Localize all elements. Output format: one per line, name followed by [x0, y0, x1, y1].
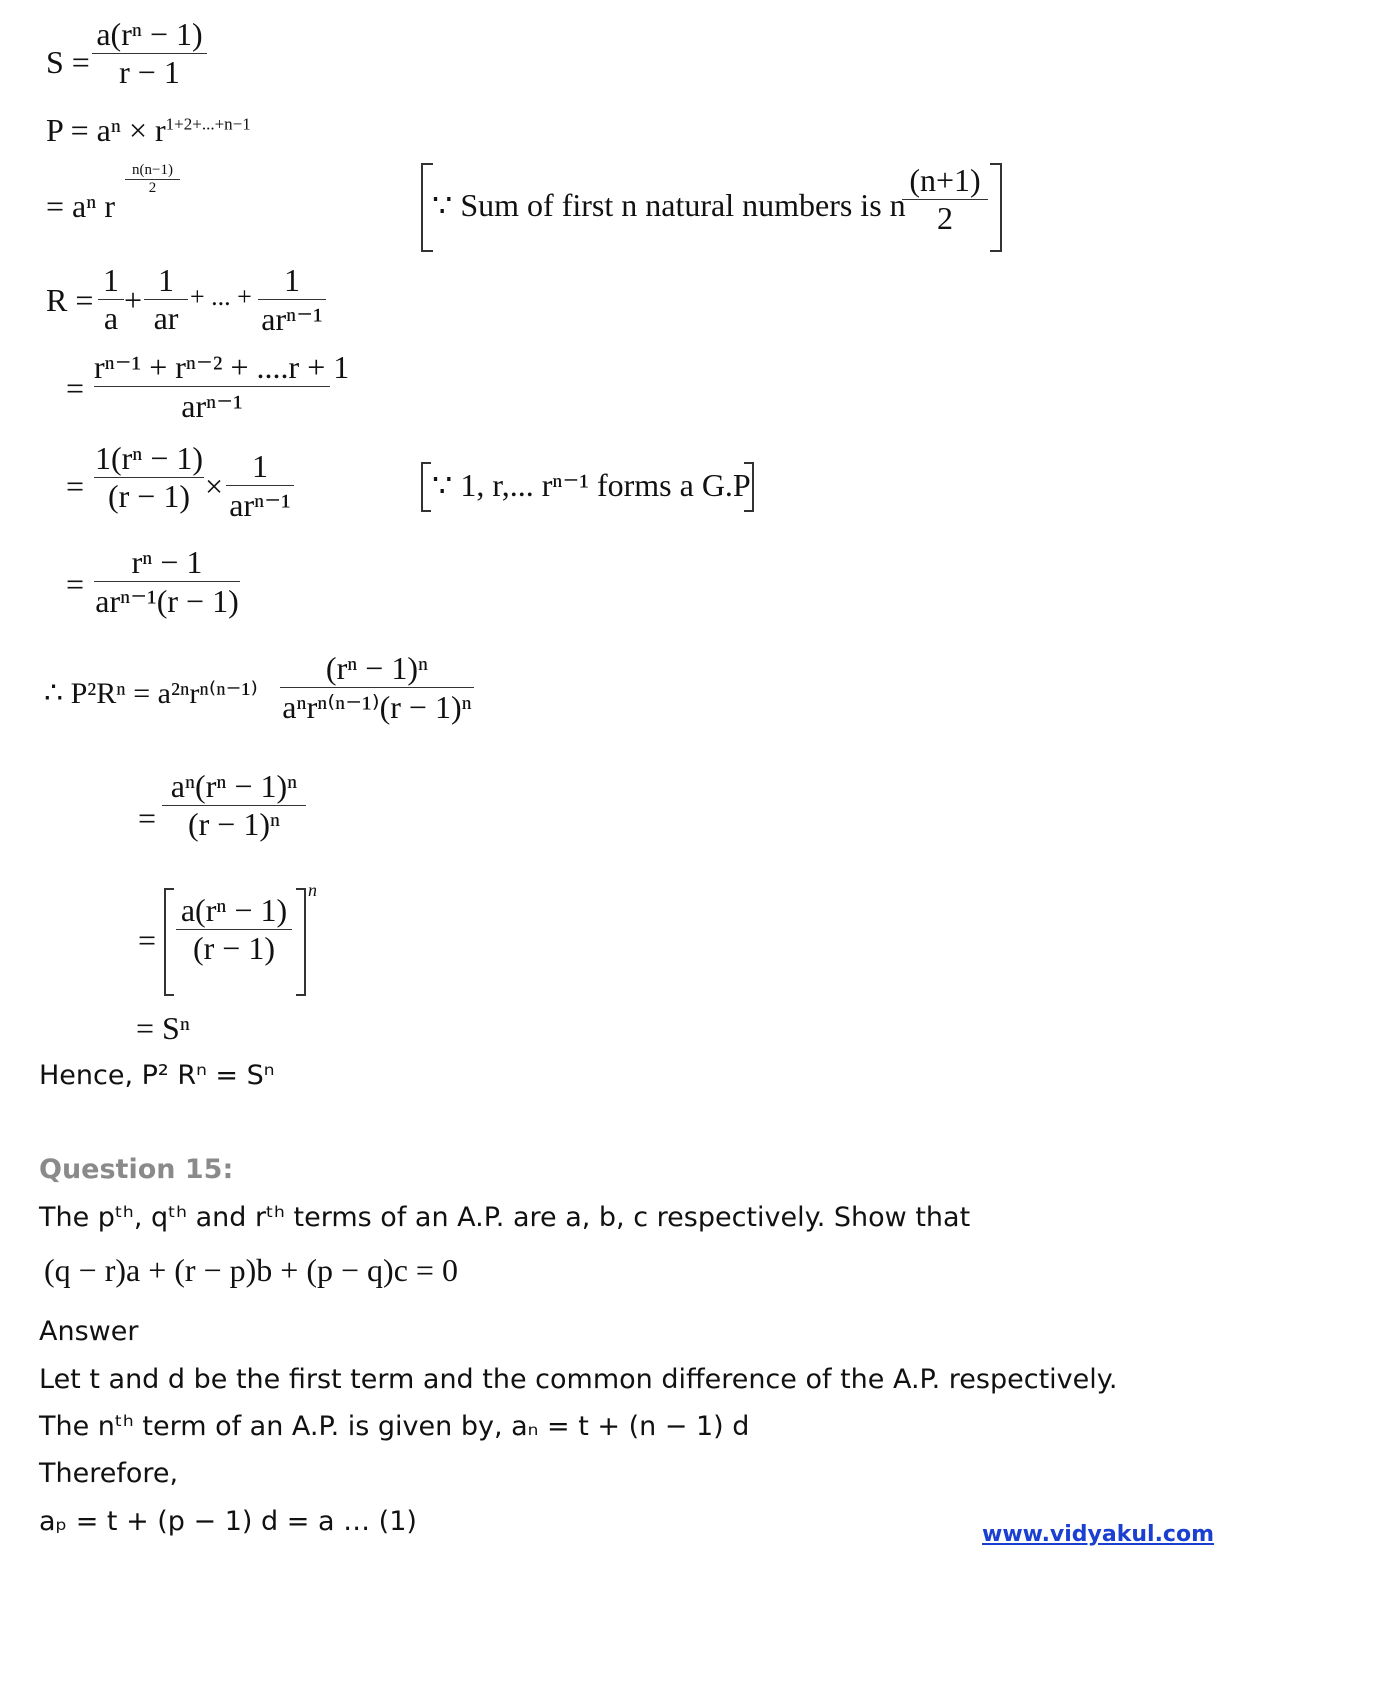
- r-term3: [258, 262, 326, 338]
- p-exp-denominator: 2: [148, 180, 157, 196]
- hence-line: Hence, P² Rⁿ = Sⁿ: [39, 1060, 275, 1091]
- question-equation: (q − r)a + (r − p)b + (p − q)c = 0: [44, 1252, 458, 1288]
- pr2-fraction: [162, 768, 306, 843]
- r3-numerator2: 1: [252, 448, 268, 484]
- p-exponent: 1+2+...+n−1: [165, 114, 251, 134]
- p-formula: [46, 112, 251, 149]
- note1-right-bracket: [990, 163, 1002, 252]
- r3-numerator: 1(rⁿ − 1): [94, 440, 204, 476]
- r2-numerator: rⁿ⁻¹ + rⁿ⁻² + ....r + 1: [94, 349, 350, 385]
- s-numerator: a(rⁿ − 1): [96, 16, 203, 52]
- question-heading: Question 15:: [39, 1154, 234, 1185]
- p-formula-2: = aⁿ r: [46, 188, 115, 224]
- r-lhs: R =: [46, 282, 94, 318]
- pr2-numerator: aⁿ(rⁿ − 1)ⁿ: [170, 768, 298, 804]
- pr2-equals: =: [138, 800, 157, 836]
- r2-equals: =: [66, 370, 85, 406]
- answer-line2: The nᵗʰ term of an A.P. is given by, aₙ = t + (n − 1) d: [39, 1411, 750, 1442]
- pr-denominator: aⁿrⁿ⁽ⁿ⁻¹⁾(r − 1)ⁿ: [282, 689, 472, 725]
- pr-lhs: ∴ P²Rⁿ = a²ⁿrⁿ⁽ⁿ⁻¹⁾: [44, 677, 258, 710]
- r2-denominator: arⁿ⁻¹: [181, 388, 243, 424]
- note1-denominator: 2: [937, 200, 953, 236]
- s-fraction: [92, 16, 207, 91]
- r-term1-den: a: [103, 300, 119, 336]
- r-term2-num: 1: [158, 262, 174, 298]
- answer-label: Answer: [39, 1316, 139, 1347]
- pr3-numerator: a(rⁿ − 1): [180, 892, 288, 928]
- r4-denominator: arⁿ⁻¹(r − 1): [95, 583, 239, 619]
- pr3-denominator: (r − 1): [192, 930, 275, 966]
- pr3-equals: =: [138, 922, 157, 958]
- r-term1-num: 1: [103, 262, 119, 298]
- r3-equals: =: [66, 468, 85, 504]
- r3-fraction2: [226, 448, 294, 524]
- pr-numerator: (rⁿ − 1)ⁿ: [325, 650, 429, 686]
- r-term1: [98, 262, 124, 337]
- r-term2-den: ar: [153, 300, 179, 336]
- p-exp-numerator: n(n−1): [132, 162, 173, 178]
- r-term2: [144, 262, 188, 337]
- note1-text: ∵ Sum of first n natural numbers is n: [432, 187, 906, 223]
- pr-fraction: [280, 650, 474, 726]
- s-lhs: S =: [46, 44, 90, 80]
- question-statement: The pᵗʰ, qᵗʰ and rᵗʰ terms of an A.P. are a, b, c respectively. Show that: [39, 1202, 971, 1233]
- r-dots: + ... +: [190, 282, 252, 311]
- r3-denominator: (r − 1): [107, 478, 190, 514]
- pr3-right-bracket: [296, 888, 306, 996]
- p-formula-base: P = aⁿ × r: [46, 112, 166, 148]
- s-denominator: r − 1: [119, 54, 180, 90]
- r3-times: ×: [205, 468, 224, 504]
- note2-left-bracket: [421, 462, 431, 512]
- vidyakul-link[interactable]: www.vidyakul.com: [982, 1522, 1215, 1547]
- r4-numerator: rⁿ − 1: [131, 544, 203, 580]
- note1-fraction: [902, 162, 988, 237]
- r3-denominator2: arⁿ⁻¹: [229, 487, 291, 523]
- pr4-result: = Sⁿ: [136, 1010, 190, 1046]
- p-exponent-fraction: [125, 162, 180, 197]
- pr2-denominator: (r − 1)ⁿ: [187, 806, 281, 842]
- note2-text: ∵ 1, r,... rⁿ⁻¹ forms a G.P: [432, 467, 751, 503]
- r4-fraction: [94, 544, 240, 620]
- r-term3-num: 1: [284, 262, 300, 298]
- r-term3-den: arⁿ⁻¹: [261, 301, 323, 337]
- answer-line3: Therefore,: [39, 1458, 179, 1489]
- pr3-left-bracket: [164, 888, 174, 996]
- answer-line1: Let t and d be the first term and the common difference of the A.P. respectively.: [39, 1364, 1118, 1395]
- note1-numerator: (n+1): [909, 162, 981, 198]
- answer-line4: aₚ = t + (p − 1) d = a … (1): [39, 1506, 417, 1537]
- pr3-power: n: [308, 880, 317, 900]
- r4-equals: =: [66, 566, 85, 602]
- r3-fraction1: [94, 440, 204, 515]
- r2-fraction: [94, 348, 350, 425]
- pr3-fraction: [176, 892, 292, 967]
- plus-sign: +: [124, 282, 143, 318]
